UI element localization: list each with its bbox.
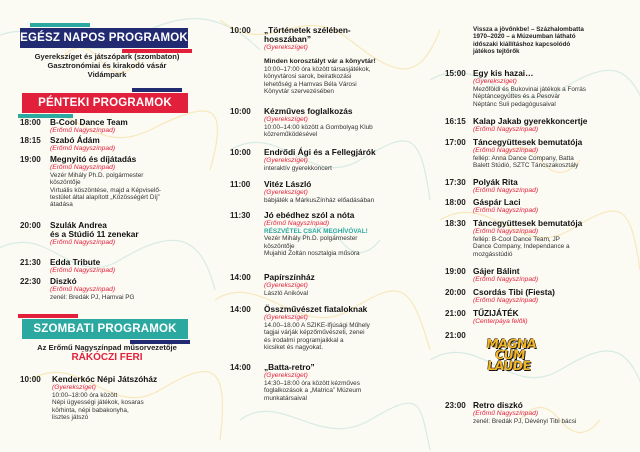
event-desc: 10:00–14:00 között a Gombolyag Klub xyxy=(264,123,373,131)
event-venue: (Gyerekszíget) xyxy=(264,44,308,52)
event-venue: (Gyerekszíget) xyxy=(52,384,96,392)
event-title: Szabó Ádám xyxy=(50,135,100,145)
event-item xyxy=(20,136,210,153)
event-venue: (Erőmű Nagyszínpad) xyxy=(473,207,539,215)
event-time: 20:00 xyxy=(20,221,41,230)
event-title: B-Cool Dance Team xyxy=(50,117,128,127)
event-title: Retro diszkó xyxy=(473,400,523,410)
event-desc: Virtuális köszöntése, majd a Képviselő- xyxy=(50,186,162,194)
event-item xyxy=(20,118,210,135)
banner-szombati-label: SZOMBATI PROGRAMOK xyxy=(33,323,177,335)
event-venue: (Erőmű Nagyszínpad) xyxy=(473,410,539,418)
event-title: „Batta-retro” xyxy=(264,362,315,372)
column-2 xyxy=(212,0,427,452)
event-desc: Mezőföldi és Bukovinai játékok a Forrás xyxy=(473,85,586,93)
event-time: 18:00 xyxy=(445,198,466,207)
event-title: Egy kis hazai… xyxy=(473,68,534,78)
event-desc: átadása xyxy=(50,201,73,209)
logo-line: LAUDE xyxy=(486,358,532,373)
event-title: TŰZIJÁTÉK xyxy=(473,308,519,318)
intro-line: Vissza a jövőnkbe! – Százhalombatta xyxy=(473,26,584,33)
event-item xyxy=(20,375,210,421)
event-item xyxy=(230,26,425,52)
event-desc: testület által alapított „Közösségért Díj” xyxy=(50,194,160,202)
event-time: 10:00 xyxy=(230,107,251,116)
banner-penteki xyxy=(22,93,188,113)
event-desc: zenél: Bredák PJ, Hamvai PG xyxy=(50,293,135,301)
event-title: Szulák Andrea xyxy=(50,220,107,230)
event-desc: köszöntője xyxy=(264,242,295,250)
event-time: 17:00 xyxy=(445,138,466,147)
event-venue: (Gyerekszíget) xyxy=(264,116,308,124)
event-title: Endrődi Ági és a Fellegjárók xyxy=(264,147,376,157)
event-time: 18:15 xyxy=(20,136,41,145)
event-title: Vitéz László xyxy=(264,179,312,189)
egesz-line: Gasztronómiai és kirakodó vásár xyxy=(47,61,167,70)
event-item xyxy=(20,258,210,275)
event-desc: tagjai várják képzőművészeti, zenei xyxy=(264,329,365,337)
event-desc: 14.00–18.00 A SZIKE-Ifjúsági Műhely xyxy=(264,321,370,329)
egesz-napos-list xyxy=(4,52,210,79)
event-time: 19:00 xyxy=(445,267,466,276)
event-time: 21:00 xyxy=(445,309,466,318)
event-venue: (Gyerekszíget) xyxy=(264,372,308,380)
event-desc: László Anikóval xyxy=(264,289,309,297)
event-desc: Néptánc Suli pedagógusaival xyxy=(473,100,556,108)
event-title: Papírszínház xyxy=(264,272,315,282)
event-title: Diszkó xyxy=(50,276,77,286)
event-time: 14:00 xyxy=(230,363,251,372)
event-title: Összművészet fiataloknak xyxy=(264,304,368,314)
host-info xyxy=(4,343,210,364)
event-venue: (Erőmű Nagyszínpad) xyxy=(473,297,539,305)
event-venue: (Erőmű Nagyszínpad) xyxy=(473,228,539,236)
event-venue: (Gyerekszíget) xyxy=(473,78,517,86)
event-desc: Vezér Mihály Ph.D. polgármester xyxy=(264,235,358,243)
event-venue: (Gyerekszíget) xyxy=(264,189,308,197)
egesz-line: Vidámpark xyxy=(87,70,127,79)
event-desc: könyvtárosi sarok, beiratkozási xyxy=(264,73,352,81)
event-desc: lehetőség a Hamvas Béla Városi xyxy=(264,80,357,88)
event-time: 21:00 xyxy=(445,331,466,340)
event-title: Táncegyüttesek bemutatója xyxy=(473,218,583,228)
event-item xyxy=(445,138,639,170)
event-desc: fellép: B-Cool Dance Team, JP xyxy=(473,235,560,243)
host-name: RÁKÓCZI FERI xyxy=(71,352,143,363)
event-desc: zenél: Bredák PJ, Dévényi Tibi bácsi xyxy=(473,417,577,425)
event-desc: mozgásstúdió xyxy=(473,250,513,258)
event-desc: Vezér Mihály Ph.D. polgármester xyxy=(50,171,144,179)
event-title: és a Stúdió 11 zenekar xyxy=(50,229,139,240)
event-item xyxy=(230,148,425,172)
event-desc: fellép: Anna Dance Company, Batta xyxy=(473,154,574,162)
event-desc: 10:00–17:00 óra között társasjátékok, xyxy=(264,66,371,73)
event-venue: (Erőmű Nagyszínpad) xyxy=(50,267,116,275)
event-item xyxy=(445,69,639,108)
event-item xyxy=(445,198,639,215)
event-title: Gájer Bálint xyxy=(473,266,520,276)
event-time: 14:00 xyxy=(230,305,251,314)
museum-intro xyxy=(473,26,638,56)
event-time: 14:00 xyxy=(230,273,251,282)
event-item xyxy=(230,305,425,351)
event-time: 23:00 xyxy=(445,401,466,410)
event-desc: Népi ügyességi játékok, kosaras xyxy=(52,399,144,407)
magna-cum-laude-logo xyxy=(471,338,548,371)
event-desc: Balett Stúdió, SZTC Táncszakosztály xyxy=(473,162,579,170)
event-venue: (Erőmű Nagyszínpad) xyxy=(473,187,539,195)
event-title: Táncegyüttesek bemutatója xyxy=(473,137,583,147)
event-item xyxy=(20,221,210,247)
event-title: Csordás Tibi (Fiesta) xyxy=(473,287,555,297)
event-item xyxy=(445,401,639,425)
event-item xyxy=(445,219,639,258)
event-time: 10:00 xyxy=(20,375,41,384)
event-item xyxy=(230,211,425,257)
event-desc: munkatársaival xyxy=(264,394,307,402)
intro-line: játékos tejtörők xyxy=(473,48,520,56)
banner-egesz-napos xyxy=(20,28,188,48)
logo-line: MAGNA xyxy=(485,336,537,351)
intro-line: időszaki kiállításhoz kapcsolódó xyxy=(473,40,571,48)
event-time: 10:00 xyxy=(230,26,251,35)
event-time: 22:30 xyxy=(20,277,41,286)
event-item xyxy=(20,155,210,209)
event-item xyxy=(20,277,210,301)
event-time: 18:30 xyxy=(445,219,466,228)
event-venue: (Erőmű Nagyszínpad) xyxy=(50,127,116,135)
banner-penteki-label: PÉNTEKI PROGRAMOK xyxy=(38,97,172,109)
event-desc: Néptáncegyüttes és a Pesovár xyxy=(473,93,561,101)
event-item xyxy=(230,107,425,139)
event-time: 20:00 xyxy=(445,288,466,297)
event-time: 18:00 xyxy=(20,118,41,127)
event-title: Jó ebédhez szól a nóta xyxy=(264,210,355,220)
event-desc: Dance Company, Independance a xyxy=(473,243,570,251)
event-title: Kenderkóc Népi Játszóház xyxy=(52,374,158,384)
event-venue: (Erőmű Nagyszínpad) xyxy=(473,147,539,155)
event-venue: (Centerpáya felőli) xyxy=(473,318,528,326)
event-item xyxy=(230,273,425,297)
event-venue: (Gyerekszíget) xyxy=(264,157,308,165)
event-item xyxy=(230,180,425,204)
event-venue: (Erőmű Nagyszínpad) xyxy=(50,164,116,172)
event-venue: (Gyerekszíget) xyxy=(264,314,308,322)
event-title: Megnyitó és díjátadás xyxy=(50,154,137,164)
event-time: 17:30 xyxy=(445,178,466,187)
event-venue: (Erőmű Nagyszínpad) xyxy=(50,286,116,294)
event-desc: Mujahid Zoltán nosztalgia műsora xyxy=(264,250,360,258)
event-venue: (Erőmű Nagyszínpad) xyxy=(264,220,330,228)
event-venue: (Erőmű Nagyszínpad) xyxy=(50,239,116,247)
event-desc: körhinta, népi babakonyha, xyxy=(52,406,129,414)
event-desc: és irodalmi programjaikkal a xyxy=(264,336,344,344)
event-desc: Könyvtár szervezésében xyxy=(264,88,334,96)
event-item xyxy=(230,363,425,402)
event-desc: 10:00–18:00 óra között xyxy=(52,391,118,399)
event-title: Polyák Rita xyxy=(473,177,518,187)
intro-line: 1970–2020 – a Múzeumban látható xyxy=(473,33,576,41)
event-desc: köszöntője xyxy=(50,179,81,187)
event-venue: (Gyerekszíget) xyxy=(264,282,308,290)
banner-szombati xyxy=(22,319,188,339)
event-item xyxy=(445,267,639,284)
event-time: 10:00 xyxy=(230,148,251,157)
invite-only-note: RÉSZVÉTEL CSAK MEGHÍVÓVAL! xyxy=(264,227,368,235)
event-desc: bábjáték a MárkusZínház előadásában xyxy=(264,196,375,204)
event-item xyxy=(445,117,639,134)
event-desc: interaktív gyerekkoncert xyxy=(264,164,332,172)
host-line: Az Erőmű Nagyszínpad műsorvezetője xyxy=(37,343,177,352)
event-time: 21:30 xyxy=(20,258,41,267)
event-time: 11:30 xyxy=(230,211,251,220)
event-venue: (Erőmű Nagyszínpad) xyxy=(50,145,116,153)
event-desc: foglalkozások a „Matrica” Múzeum xyxy=(264,387,362,395)
event-item xyxy=(445,288,639,305)
banner-egesz-label: EGÉSZ NAPOS PROGRAMOK xyxy=(20,32,188,44)
event-time: 11:00 xyxy=(230,180,251,189)
event-title: „Történetek szélében- xyxy=(264,25,351,35)
logo-line: CUM xyxy=(494,347,526,362)
event-desc: közreműködésével xyxy=(264,131,318,139)
event-venue: (Erőmű Nagyszínpad) xyxy=(473,126,539,134)
event-desc: lisztes játszó xyxy=(52,414,89,422)
column-1 xyxy=(0,0,212,452)
event-item xyxy=(445,309,639,326)
event-desc: 14:30–18:00 óra között kézműves xyxy=(264,379,360,387)
event-time: 15:00 xyxy=(445,69,466,78)
event-title: hosszában” xyxy=(264,34,312,45)
event-title: Kézműves foglalkozás xyxy=(264,106,353,116)
event-desc: kicsiket és nagyokat. xyxy=(264,344,323,352)
egesz-line: Gyerekszíget és játszópark (szombaton) xyxy=(34,52,180,61)
event-title: Kalap Jakab gyerekkoncertje xyxy=(473,116,588,126)
event-subtitle: Minden korosztályt vár a könyvtár! xyxy=(264,58,376,65)
event-item xyxy=(230,58,425,96)
event-title: Gáspár Laci xyxy=(473,197,521,207)
event-venue: (Erőmű Nagyszínpad) xyxy=(473,276,539,284)
event-title: Edda Tribute xyxy=(50,257,101,267)
column-3 xyxy=(427,0,640,452)
event-time: 16:15 xyxy=(445,117,466,126)
event-item xyxy=(445,178,639,195)
event-time: 19:00 xyxy=(20,155,41,164)
